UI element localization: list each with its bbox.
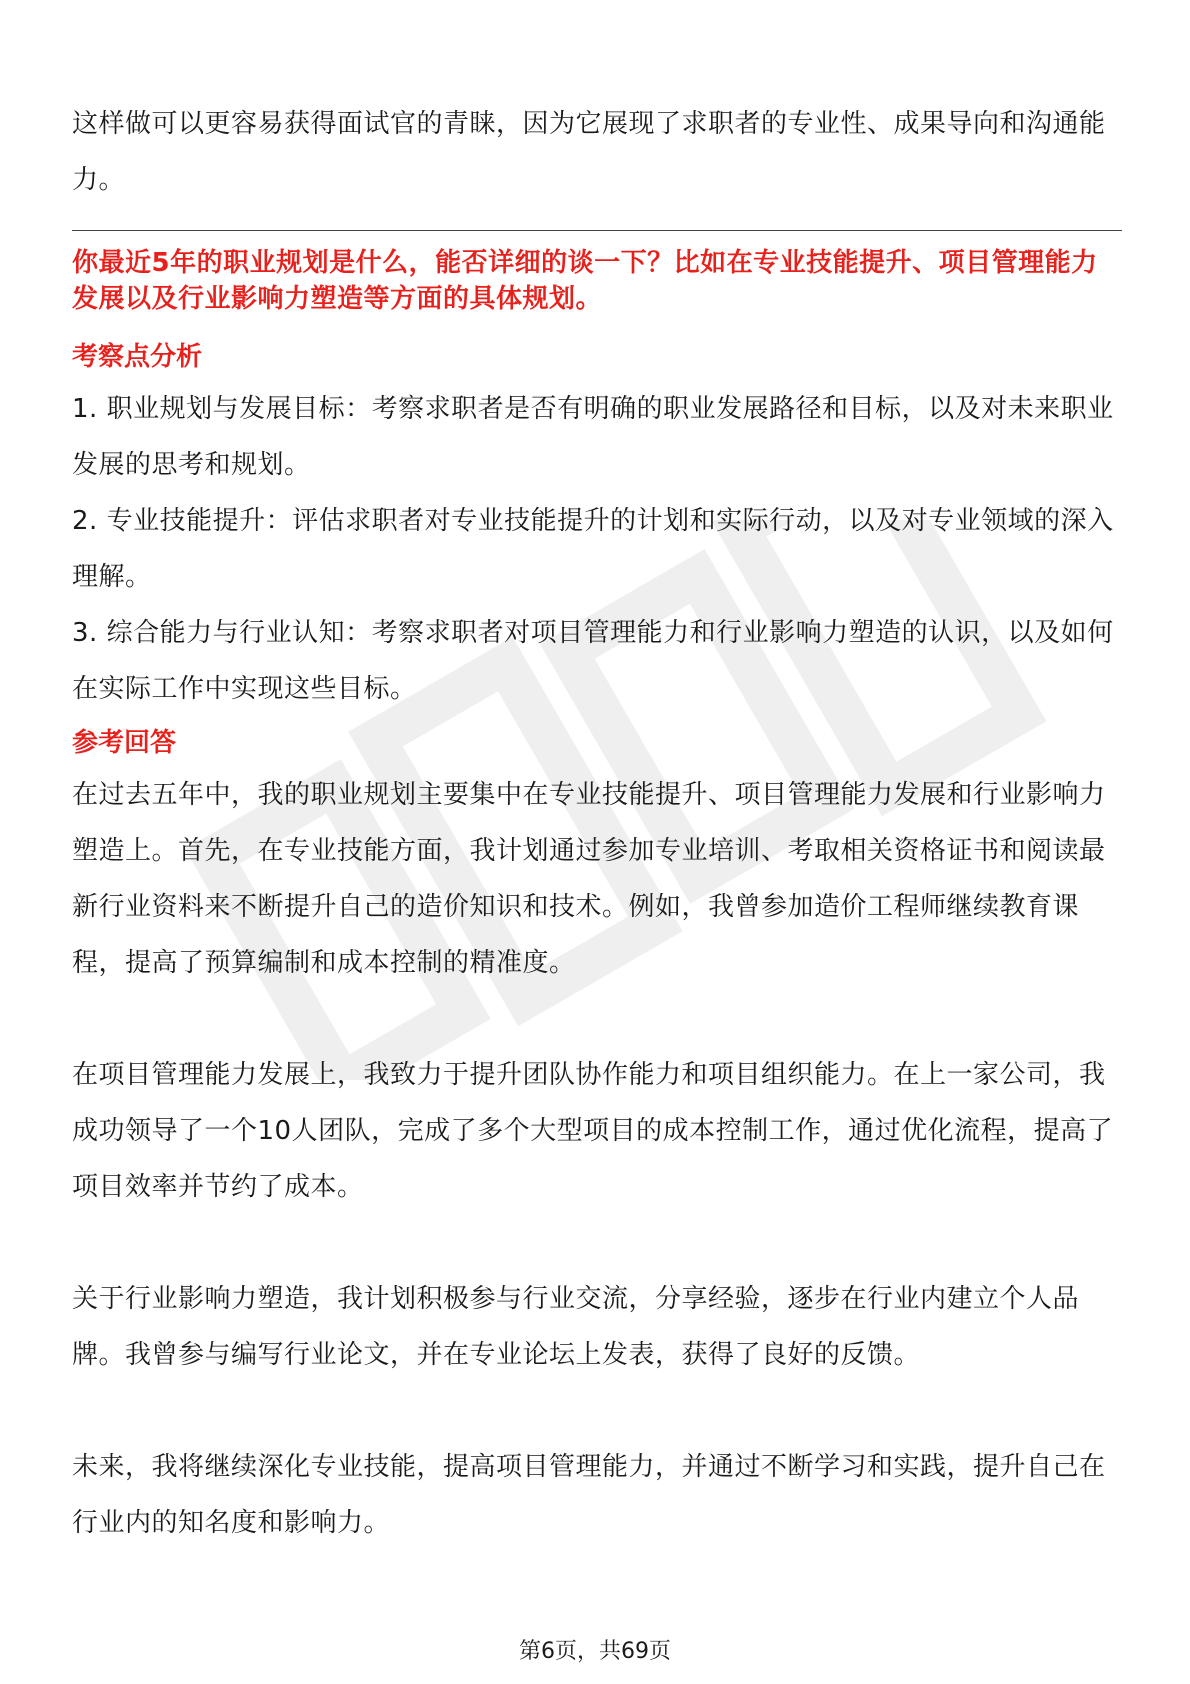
analysis-item-1: 1. 职业规划与发展目标：考察求职者是否有明确的职业发展路径和目标，以及对未来职业发展的思考和规划。 [72, 394, 1114, 480]
analysis-item-3: 3. 综合能力与行业认知：考察求职者对项目管理能力和行业影响力塑造的认识，以及如何在实际工作中实现这些目标。 [72, 618, 1114, 704]
question-heading: 你最近5年的职业规划是什么，能否详细的谈一下？比如在专业技能提升、项目管理能力发展以及行业影响力塑造等方面的具体规划。 [72, 248, 1098, 314]
answer-paragraph-3: 关于行业影响力塑造，我计划积极参与行业交流，分享经验，逐步在行业内建立个人品牌。我曾参与编写行业论文，并在专业论坛上发表，获得了良好的反馈。 [72, 1284, 1080, 1370]
analysis-item-2: 2. 专业技能提升：评估求职者对专业技能提升的计划和实际行动，以及对专业领域的深入理解。 [72, 506, 1114, 592]
answer-paragraph-1: 在过去五年中，我的职业规划主要集中在专业技能提升、项目管理能力发展和行业影响力塑造上。首先，在专业技能方面，我计划通过参加专业培训、考取相关资格证书和阅读最新行业资料来不断提升自己的造价知识和技术。例如，我曾参加造价工程师继续教育课程，提高了预算编制和成本控制的精准度。 [72, 780, 1106, 978]
page-content [72, 96, 1122, 1551]
intro-paragraph: 这样做可以更容易获得面试官的青睐，因为它展现了求职者的专业性、成果导向和沟通能力。 [72, 109, 1106, 195]
answer-title: 参考回答 [72, 728, 177, 758]
section-divider [72, 230, 1122, 231]
page-number: 第6页，共69页 [519, 1639, 671, 1664]
analysis-title: 考察点分析 [72, 342, 203, 372]
answer-paragraph-4: 未来，我将继续深化专业技能，提高项目管理能力，并通过不断学习和实践，提升自己在行业内的知名度和影响力。 [72, 1452, 1106, 1538]
answer-paragraph-2: 在项目管理能力发展上，我致力于提升团队协作能力和项目组织能力。在上一家公司，我成功领导了一个10人团队，完成了多个大型项目的成本控制工作，通过优化流程，提高了项目效率并节约了成本。 [72, 1060, 1114, 1202]
